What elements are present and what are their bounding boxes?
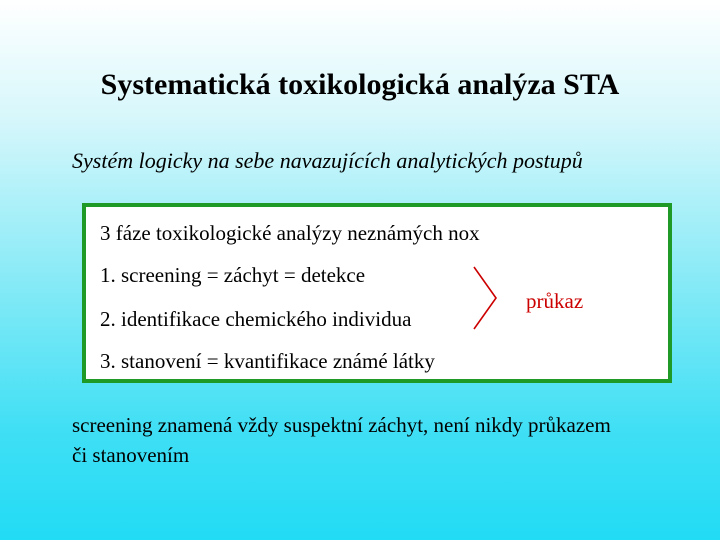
phases-heading: 3 fáze toxikologické analýzy neznámých nox	[100, 221, 480, 245]
screening-note-line-2: či stanovením	[72, 443, 190, 467]
slide-title: Systematická toxikologická analýza STA	[100, 68, 620, 101]
proof-label: průkaz	[526, 289, 584, 313]
screening-note-line-1: screening znamená vždy suspektní záchyt, není nikdy průkazem	[72, 413, 611, 437]
phase-item-identification: 2. identifikace chemického individua	[100, 307, 412, 331]
phase-item-quantification: 3. stanovení = kvantifikace známé látky	[100, 349, 435, 373]
phases-box	[82, 203, 672, 383]
bracket-icon	[472, 263, 512, 333]
screening-note	[72, 410, 712, 470]
slide-subtitle: Systém logicky na sebe navazujících analytických postupů	[72, 148, 583, 173]
phase-item-screening: 1. screening = záchyt = detekce	[100, 263, 366, 287]
